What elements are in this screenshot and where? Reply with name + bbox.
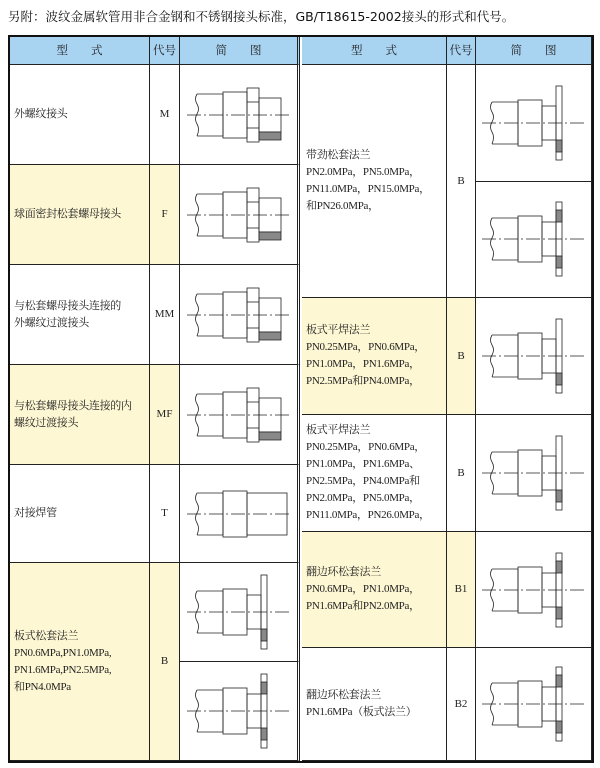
code-cell bbox=[447, 648, 476, 761]
code-cell bbox=[150, 265, 180, 365]
header-code-right bbox=[447, 37, 476, 65]
type-cell bbox=[302, 532, 447, 648]
header-type-right-text: 型 式 bbox=[351, 43, 397, 57]
code-cell-text: B bbox=[457, 174, 465, 187]
code-cell bbox=[150, 465, 180, 563]
header-code-right-text: 代号 bbox=[449, 43, 473, 57]
neck-loose-flange-drawing bbox=[478, 80, 590, 166]
header-type-left bbox=[10, 37, 150, 65]
type-cell-text: 翻边环松套法兰 PN1.6MPa（板式法兰） bbox=[306, 689, 417, 718]
type-cell bbox=[10, 563, 150, 761]
fitting-types-table bbox=[8, 35, 594, 763]
diagram-cell bbox=[476, 298, 592, 415]
lap-joint-plate-flange-drawing bbox=[478, 661, 590, 747]
code-cell-text: B bbox=[457, 349, 465, 362]
diagram-cell bbox=[180, 662, 300, 761]
type-cell-text: 板式平焊法兰 PN0.25MPa，PN0.6MPa， PN1.0MPa，PN1.6MPa、 PN2.5MPa，PN4.0MPa和 PN2.0MPa，PN5.0MPa， PN11.0MPa，PN26.0MPa， bbox=[306, 424, 430, 521]
code-cell bbox=[447, 532, 476, 648]
diagram-cell bbox=[476, 532, 592, 648]
plate-slip-on-flange-drawing bbox=[478, 313, 590, 399]
type-cell-text: 对接焊管 bbox=[14, 507, 57, 519]
diagram-cell bbox=[180, 465, 300, 563]
code-cell-text: B2 bbox=[454, 697, 468, 710]
type-cell bbox=[10, 265, 150, 365]
type-cell bbox=[302, 298, 447, 415]
type-cell bbox=[302, 648, 447, 761]
type-cell-text: 与松套螺母接头连接的 外螺纹过渡接头 bbox=[14, 299, 121, 329]
code-cell bbox=[150, 563, 180, 761]
header-type-left-text: 型 式 bbox=[56, 43, 103, 57]
header-type-right bbox=[302, 37, 447, 65]
code-cell bbox=[447, 65, 476, 298]
diagram-cell bbox=[180, 65, 300, 165]
type-cell-text: 板式松套法兰 PN0.6MPa,PN1.0MPa, PN1.6MPa,PN2.5MPa, 和PN4.0MPa bbox=[14, 629, 112, 693]
code-cell-text: T bbox=[161, 507, 168, 519]
diagram-cell bbox=[476, 182, 592, 299]
code-cell-text: M bbox=[159, 108, 170, 120]
neck-loose-flange-welded-drawing bbox=[478, 196, 590, 282]
code-cell bbox=[150, 65, 180, 165]
diagram-cell bbox=[476, 415, 592, 532]
diagram-cell bbox=[180, 365, 300, 465]
page-title: 另附：波纹金属软管用非合金钢和不锈钢接头标准，GB/T18615-2002接头的形式和代号。 bbox=[8, 9, 515, 24]
code-cell-text: MF bbox=[156, 408, 173, 420]
header-diagram-left-text: 简 图 bbox=[215, 43, 262, 57]
code-cell-text: B1 bbox=[454, 583, 468, 595]
type-cell bbox=[302, 415, 447, 532]
code-cell bbox=[150, 165, 180, 265]
plate-loose-flange-drawing bbox=[183, 569, 295, 655]
male-thread-fitting-drawing bbox=[183, 72, 295, 158]
header-diagram-right bbox=[476, 37, 592, 65]
type-cell-text: 带劲松套法兰 PN2.0MPa，PN5.0MPa， PN11.0MPa，PN15.0MPa， 和PN26.0MPa， bbox=[306, 149, 430, 212]
diagram-cell bbox=[180, 563, 300, 662]
type-cell-text: 球面密封松套螺母接头 bbox=[14, 208, 121, 220]
code-cell bbox=[447, 298, 476, 415]
male-adapter-drawing bbox=[183, 272, 295, 358]
code-cell-text: MM bbox=[154, 308, 175, 320]
header-diagram-left bbox=[180, 37, 300, 65]
type-cell-text: 与松套螺母接头连接的内 螺纹过渡接头 bbox=[14, 399, 132, 429]
code-cell bbox=[150, 365, 180, 465]
type-cell bbox=[302, 65, 447, 298]
butt-weld-pipe-drawing bbox=[183, 471, 295, 557]
type-cell-text: 外螺纹接头 bbox=[14, 108, 68, 120]
header-code-left bbox=[150, 37, 180, 65]
type-cell bbox=[10, 365, 150, 465]
type-cell-text: 翻边环松套法兰 PN0.6MPa，PN1.0MPa， PN1.6MPa和PN2.0MPa， bbox=[306, 566, 420, 612]
code-cell-text: B bbox=[160, 655, 169, 667]
lap-joint-flange-drawing bbox=[478, 547, 590, 633]
code-cell-text: F bbox=[161, 208, 168, 220]
type-cell bbox=[10, 465, 150, 563]
plate-loose-flange-welded-drawing bbox=[183, 668, 295, 754]
diagram-cell bbox=[180, 165, 300, 265]
type-cell bbox=[10, 65, 150, 165]
header-diagram-right-text: 简 图 bbox=[510, 43, 557, 57]
swivel-nut-fitting-drawing bbox=[183, 172, 295, 258]
code-cell bbox=[447, 415, 476, 532]
diagram-cell bbox=[180, 265, 300, 365]
plate-slip-on-flange-2-drawing bbox=[478, 430, 590, 516]
female-adapter-drawing bbox=[183, 372, 295, 458]
header-code-left-text: 代号 bbox=[153, 43, 176, 57]
type-cell bbox=[10, 165, 150, 265]
type-cell-text: 板式平焊法兰 PN0.25MPa，PN0.6MPa， PN1.0MPa，PN1.6MPa， PN2.5MPa和PN4.0MPa， bbox=[306, 324, 425, 387]
diagram-cell bbox=[476, 648, 592, 761]
code-cell-text: B bbox=[457, 466, 465, 479]
diagram-cell bbox=[476, 65, 592, 182]
